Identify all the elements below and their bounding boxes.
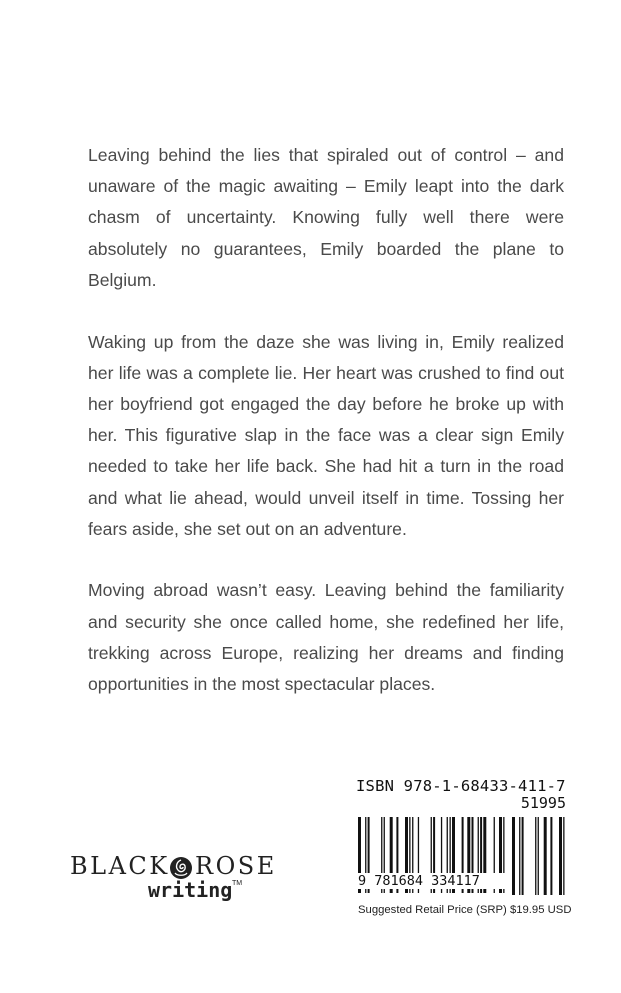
blurb-paragraph-1: Leaving behind the lies that spiraled out of control – and unaware of the magic awaiting – Emily leapt into the dark chasm of uncertainty. Knowing fully well there were absolutely no guarantees, Emily boarded the plane to Belgium.	[88, 145, 564, 290]
barcode-bar	[563, 817, 564, 895]
blurb-paragraph-3: Moving abroad wasn’t easy. Leaving behind the familiarity and security she once called home, she redefined her life, trekking across Europe, realizing her dreams and finding opportunities in the most spectacular places.	[88, 580, 564, 695]
barcode-bar	[512, 817, 515, 895]
logo-word-black: BLACK	[70, 852, 170, 880]
isbn-label: ISBN 978-1-68433-411-7	[356, 777, 566, 795]
barcode-bar	[522, 817, 524, 895]
ean-digits: 9 781684 334117	[358, 873, 508, 889]
barcode-bar	[538, 817, 539, 895]
trademark-mark: TM	[232, 880, 243, 887]
publisher-logo	[70, 852, 277, 912]
isbn-barcode-block	[356, 777, 566, 889]
barcode-bar	[559, 817, 562, 895]
logo-word-rose: ROSE	[195, 852, 277, 880]
price-code: 51995	[520, 794, 566, 812]
barcode-bar	[550, 817, 552, 895]
barcode-bar	[544, 817, 547, 895]
barcode-bar	[519, 817, 520, 895]
suggested-retail-price: Suggested Retail Price (SRP) $19.95 USD	[358, 904, 572, 916]
logo-word-writing: writing	[148, 878, 233, 902]
barcode-bar	[535, 817, 536, 895]
back-cover-blurb	[88, 140, 564, 731]
blurb-paragraph-2: Waking up from the daze she was living in, Emily realized her life was a complete lie. Her heart was crushed to find out her boyfriend got engaged the day before he broke up with her. This figurative slap in the face was a clear sign Emily needed to take her life back. She had hit a turn in the road and what lie ahead, would unveil itself in time. Tossing her fears aside, she set out on an adventure.	[88, 331, 564, 539]
